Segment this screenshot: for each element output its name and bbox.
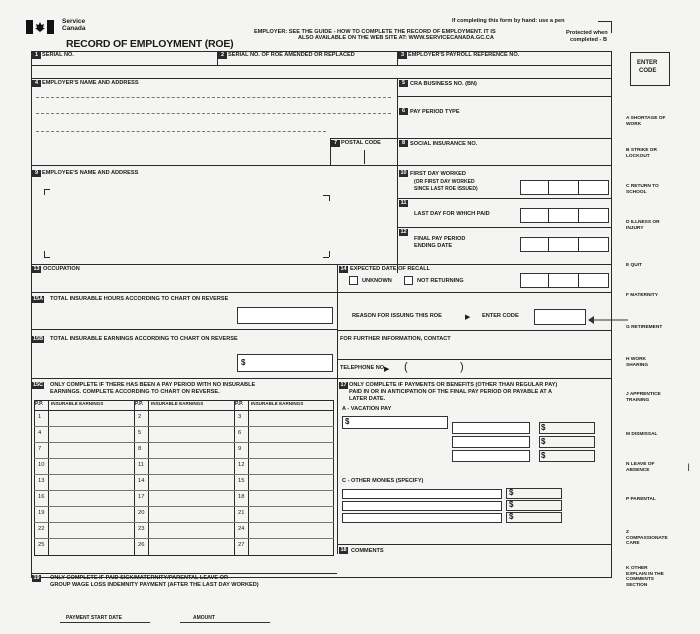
insurable-hours-label: TOTAL INSURABLE HOURS ACCORDING TO CHART ON REVERSE: [50, 296, 229, 302]
reason-code-item: [626, 530, 668, 547]
telephone-label: TELEPHONE NO.: [340, 365, 386, 371]
pp-col-header: P.P.: [35, 401, 44, 407]
pp-number: 18: [238, 494, 245, 500]
pp-col-header: P.P.: [135, 401, 144, 407]
pp-earnings-input[interactable]: [149, 475, 233, 489]
reason-code-text: QUIT: [630, 263, 643, 268]
pp-earnings-input[interactable]: [49, 539, 133, 553]
insurable-hours-input[interactable]: [237, 307, 333, 324]
other-monies-label: C - OTHER MONIES (SPECIFY): [342, 478, 424, 484]
handwrite-note: If completing this form by hand: use a pen: [452, 18, 565, 24]
postal-code-field[interactable]: [333, 149, 395, 164]
reason-code-text: ILLNESS OR INJURY: [626, 220, 660, 231]
arrow-right-icon: ▶: [465, 314, 471, 321]
insurable-earnings-col-header: INSURABLE EARNINGS: [51, 401, 104, 406]
reason-code-text: APPRENTICE TRAINING: [626, 392, 661, 403]
reason-code-text: STRIKE OR LOCKOUT: [626, 148, 657, 159]
reason-code-letter: A: [626, 116, 631, 121]
reason-code-text: MATERNITY: [630, 293, 658, 298]
reason-code-text: PARENTAL: [630, 497, 656, 502]
pp-earnings-input[interactable]: [249, 459, 333, 473]
contact-label: FOR FURTHER INFORMATION, CONTACT: [340, 336, 451, 342]
telephone-field[interactable]: [410, 362, 600, 374]
pay-period-label: PAY PERIOD TYPE: [410, 109, 460, 115]
department-name: Service: [62, 18, 86, 25]
contact-field[interactable]: [340, 344, 608, 358]
reason-code-text: DISMISSAL: [631, 432, 658, 437]
pp-number: 8: [138, 446, 142, 452]
pp-number: 12: [238, 462, 245, 468]
pp-earnings-input[interactable]: [49, 523, 133, 537]
comments-field[interactable]: [340, 557, 608, 575]
pp-number: 27: [238, 542, 245, 548]
payment-start-label: PAYMENT START DATE: [66, 615, 122, 621]
pp-earnings-input[interactable]: [149, 411, 233, 425]
reason-code-item: [626, 357, 668, 368]
pp-number: 22: [38, 526, 45, 532]
reason-code-item: [626, 116, 668, 127]
first-day-label: FIRST DAY WORKED: [410, 171, 466, 177]
no-earnings-note-2: EARNINGS. COMPLETE ACCORDING TO CHART ON REVERSE.: [50, 389, 220, 395]
reason-code-item: [626, 220, 668, 231]
other-payments-note-1: ONLY COMPLETE IF PAYMENTS OR BENEFITS (OTHER THAN REGULAR PAY): [349, 382, 558, 388]
last-day-paid-input[interactable]: [520, 208, 609, 223]
pp-earnings-input[interactable]: [249, 539, 333, 553]
reason-code-item: [626, 263, 668, 269]
pp-number: 20: [138, 510, 145, 516]
recall-date-input[interactable]: [520, 273, 609, 288]
pp-number: 9: [238, 446, 242, 452]
pp-number: 4: [38, 430, 42, 436]
other-monies-amt-3[interactable]: [506, 512, 562, 523]
pp-earnings-input[interactable]: [49, 491, 133, 505]
reason-code-letter: H: [626, 357, 631, 362]
reason-code-text: OTHER EXPLAIN IN THE COMMENTS SECTION: [626, 566, 664, 588]
pp-number: 16: [38, 494, 45, 500]
reason-code-item: [626, 184, 668, 195]
unknown-label: UNKNOWN: [362, 278, 392, 284]
occupation-label: OCCUPATION: [43, 266, 80, 272]
sick-amount-input[interactable]: [180, 622, 270, 633]
employee-address-field[interactable]: [44, 188, 334, 258]
employer-address-field[interactable]: [34, 88, 394, 138]
roe-form-page: Service Canada RECORD OF EMPLOYMENT (ROE) If completing this form by hand: use a pen EMPLOYER: SEE THE GUIDE - HOW TO COMPLETE THE RECORD OF EMPLOYMENT. IT IS ALSO AVAILABLE ON THE WEB SITE AT: WWW.SERVICECANADA.GC.CA Protected when completed - B 1 SERIAL NO. 2 SERIAL NO. OF ROE AMENDED OR REPLACED 3 EMPLOYER'S PAYROLL REFERENCE NO. 4 EMPLOYER'S NAME AND ADDRESS 5 CRA BUSINESS NO. (BN) 6 PAY PERIOD TYPE 7 POSTAL CODE 8 SOCIAL INSURANCE NO. 9 EMPLOYEE'S NAME AND ADDRESS 10 FIRST DAY WORKED (OR FIRST DAY WORKED SINCE LAST ROE ISSUED) 11 LAST DAY FOR WHICH PAID 12 FINAL PAY PERIOD ENDING DATE 13 OCCUPATION 14 EXPECTED DATE OF RECALL UNKNOWN NOT RETURNING 15A TOTAL INSURABLE HOURS ACCORDING TO CHART ON REVERSE 15B TOTAL INSURABLE EARNINGS ACCORDING TO CHART ON REVERSE $ REASON FOR ISSUING THIS ROE ▶ ENTER CODE FOR FURTHER INFORMATION, CONTACT TELEPHONE NO. ▶ ( ) 15C ONLY COMPLETE IF THERE HAS BEEN A PAY PERIOD WITH NO INSURABLE EARNINGS. COMPLETE ACCORDING TO CHART ON REVERSE. P.P. INSURABLE EARNINGS P.P. INSURABLE EARNINGS P.P. INSURABLE EARNINGS 1 2 3 4 5 6 7 8 9 10 11 12 13 14 15 16 17 18 19 20 21 22 23 24 25 26 27 17 ONLY COMPLETE IF PAYMENTS OR BENEFITS (OTHER THAN REGULAR PAY) PAID IN OR IN ANTICIPATION OF THE FINAL PAY PERIOD OR PAYABLE AT A LATER DATE. A - VACATION PAY $ $ $ $ C - OTHER MONIES (SPECIFY) $ $ $ 18 COMMENTS 19 ONLY COMPLETE IF PAID SICK/MATERNITY/PARENTAL LEAVE OR GROUP WAGE LOSS INDEMNITY PAYMENT (AFTER THE LAST DAY WORKED) PAYMENT START DATE AMOUNT ENTER CODE A SHORTAGE OF WORK B STRIKE OR LOCKOUT C RETURN TO SCHOOL D ILLNESS OR INJURY E QUIT F MATERNITY G RETIREMENT H WORK SHARING J APPRENTICE TRAINING M DISMISSAL N LEAVE OF ABSENCE P PARENTAL Z COMPASSIONATE CARE K OTHER EXPLAIN IN THE COMMENTS SECTION I: [0, 0, 700, 634]
pp-earnings-input[interactable]: [149, 443, 233, 457]
reason-code-letter: P: [626, 497, 631, 502]
not-returning-label: NOT RETURNING: [417, 278, 464, 284]
final-pay-label: FINAL PAY PERIOD: [414, 236, 466, 242]
serial-amended-label: SERIAL NO. OF ROE AMENDED OR REPLACED: [228, 52, 355, 58]
pp-earnings-input[interactable]: [49, 507, 133, 521]
sick-leave-note-1: ONLY COMPLETE IF PAID SICK/MATERNITY/PARENTAL LEAVE OR: [50, 575, 229, 581]
pp-earnings-input[interactable]: [49, 443, 133, 457]
reason-code-letter: M: [626, 432, 632, 437]
reason-code-letter: Z: [626, 530, 629, 535]
reason-code-letter: K: [626, 566, 631, 571]
reason-code-letter: B: [626, 148, 631, 153]
pp-number: 13: [38, 478, 45, 484]
canada-flag-icon: [26, 20, 54, 34]
pp-number: 14: [138, 478, 145, 484]
pay-period-field[interactable]: [400, 116, 608, 136]
insurable-earnings-label: TOTAL INSURABLE EARNINGS ACCORDING TO CHART ON REVERSE: [50, 336, 238, 342]
pp-number: 3: [238, 414, 242, 420]
pp-number: 6: [238, 430, 242, 436]
pp-number: 5: [138, 430, 142, 436]
enter-code-title: ENTER: [637, 60, 658, 66]
pp-number: 1: [38, 414, 42, 420]
protected-note-1: Protected when: [566, 30, 608, 36]
pp-earnings-input[interactable]: [49, 459, 133, 473]
reason-code-item: [626, 566, 668, 588]
reason-code-letter: J: [626, 392, 630, 397]
not-returning-checkbox[interactable]: [404, 276, 413, 285]
pp-number: 11: [138, 462, 145, 468]
payment-start-input[interactable]: [60, 622, 150, 633]
reason-code-text: COMPASSIONATE CARE: [626, 535, 668, 547]
pp-earnings-input[interactable]: [49, 411, 133, 425]
pp-earnings-input[interactable]: [149, 523, 233, 537]
pp-earnings-input[interactable]: [249, 491, 333, 505]
other-monies-desc-2[interactable]: [342, 501, 502, 511]
pp-number: 21: [238, 510, 245, 516]
vacation-pay-label: A - VACATION PAY: [342, 406, 392, 412]
pp-earnings-input[interactable]: [249, 427, 333, 441]
pp-number: 10: [38, 462, 45, 468]
earnings-dollar-sign: $: [241, 358, 246, 367]
first-day-sub2: SINCE LAST ROE ISSUED): [414, 186, 478, 192]
payment-amount-3[interactable]: [539, 450, 595, 462]
pp-earnings-input[interactable]: [249, 443, 333, 457]
recall-label: EXPECTED DATE OF RECALL: [350, 266, 431, 272]
other-monies-amt-2[interactable]: [506, 500, 562, 511]
pp-earnings-input[interactable]: [249, 523, 333, 537]
reason-code-letter: F: [626, 293, 631, 298]
pp-number: 24: [238, 526, 245, 532]
final-pay-input[interactable]: [520, 237, 609, 252]
reason-code-text: WORK SHARING: [626, 357, 649, 368]
cra-bn-field[interactable]: [400, 88, 608, 96]
serial-no-field[interactable]: [36, 60, 214, 64]
pp-table: [34, 400, 334, 571]
employer-name-label: EMPLOYER'S NAME AND ADDRESS: [42, 80, 139, 86]
reason-code-letter: E: [626, 263, 631, 268]
pp-number: 25: [38, 542, 45, 548]
other-payments-note-2: PAID IN OR IN ANTICIPATION OF THE FINAL PAY PERIOD OR PAYABLE AT A: [349, 389, 553, 395]
serial-no-label: SERIAL NO.: [42, 52, 74, 58]
reason-code-text: LEAVE OF ABSENCE: [626, 462, 655, 473]
reason-code-item: [626, 432, 668, 438]
pp-number: 17: [138, 494, 145, 500]
other-monies-desc-1[interactable]: [342, 489, 502, 499]
payroll-ref-label: EMPLOYER'S PAYROLL REFERENCE NO.: [408, 52, 520, 58]
reason-label: REASON FOR ISSUING THIS ROE: [352, 313, 442, 319]
sin-field[interactable]: [400, 150, 608, 164]
pp-earnings-input[interactable]: [49, 427, 133, 441]
employer-note-1: EMPLOYER: SEE THE GUIDE - HOW TO COMPLETE THE RECORD OF EMPLOYMENT. IT IS: [254, 29, 496, 35]
last-day-paid-label: LAST DAY FOR WHICH PAID: [414, 211, 490, 217]
pp-earnings-input[interactable]: [149, 459, 233, 473]
insurable-earnings-col-header: INSURABLE EARNINGS: [251, 401, 304, 406]
insurable-earnings-input[interactable]: [237, 354, 333, 372]
pp-earnings-input[interactable]: [49, 475, 133, 489]
pp-earnings-input[interactable]: [249, 507, 333, 521]
protected-note-2: completed - B: [570, 37, 607, 43]
reason-code-item: [626, 462, 668, 473]
reason-code-letter: G: [626, 325, 632, 330]
pp-number: 2: [138, 414, 142, 420]
text-cursor-icon: I: [687, 462, 691, 474]
sin-label: SOCIAL INSURANCE NO.: [410, 141, 478, 147]
reason-code-item: [626, 497, 668, 503]
pp-number: 7: [38, 446, 42, 452]
cra-bn-label: CRA BUSINESS NO. (BN): [410, 81, 477, 87]
reason-code-item: [626, 293, 668, 299]
reason-code-input[interactable]: [534, 309, 586, 325]
other-monies-desc-3[interactable]: [342, 513, 502, 523]
final-pay-label-2: ENDING DATE: [414, 243, 453, 249]
sick-leave-note-2: GROUP WAGE LOSS INDEMNITY PAYMENT (AFTER THE LAST DAY WORKED): [50, 582, 259, 588]
reason-code-text: SHORTAGE OF WORK: [626, 116, 666, 127]
payment-date-1[interactable]: [452, 422, 530, 434]
no-earnings-note-1: ONLY COMPLETE IF THERE HAS BEEN A PAY PERIOD WITH NO INSURABLE: [50, 382, 256, 388]
telephone-arrow-icon: ▶: [384, 366, 390, 373]
postal-code-label: POSTAL CODE: [341, 140, 381, 146]
reason-code-text: RETURN TO SCHOOL: [626, 184, 659, 195]
reason-code-item: [626, 392, 668, 403]
reason-code-letter: C: [626, 184, 631, 189]
first-day-sub1: (OR FIRST DAY WORKED: [414, 179, 475, 185]
payment-date-3[interactable]: [452, 450, 530, 462]
reason-code-text: RETIREMENT: [631, 325, 663, 330]
pp-number: 23: [138, 526, 145, 532]
pp-earnings-input[interactable]: [249, 475, 333, 489]
arrow-left-icon: [588, 312, 628, 330]
pp-number: 15: [238, 478, 245, 484]
vacation-pay-input[interactable]: [342, 416, 448, 429]
form-title: RECORD OF EMPLOYMENT (ROE): [66, 38, 234, 50]
pp-earnings-input[interactable]: [149, 491, 233, 505]
pp-col-header: P.P.: [235, 401, 244, 407]
enter-code-label: ENTER CODE: [482, 313, 519, 319]
occupation-field[interactable]: [34, 274, 334, 288]
pp-number: 19: [38, 510, 45, 516]
pp-earnings-input[interactable]: [149, 427, 233, 441]
reason-code-letter: N: [626, 462, 631, 467]
enter-code-title-2: CODE: [639, 68, 657, 74]
payment-amount-2[interactable]: [539, 436, 595, 448]
first-day-input[interactable]: [520, 180, 609, 195]
pp-earnings-input[interactable]: [249, 411, 333, 425]
other-payments-note-3: LATER DATE.: [349, 396, 386, 402]
department-name-2: Canada: [62, 25, 86, 32]
reason-code-item: [626, 148, 668, 159]
pp-earnings-input[interactable]: [149, 507, 233, 521]
pp-number: 26: [138, 542, 145, 548]
reason-code-letter: D: [626, 220, 631, 225]
insurable-earnings-col-header: INSURABLE EARNINGS: [151, 401, 204, 406]
payroll-ref-field[interactable]: [400, 60, 610, 64]
other-monies-amt-1[interactable]: [506, 488, 562, 499]
payment-date-2[interactable]: [452, 436, 530, 448]
pp-earnings-input[interactable]: [149, 539, 233, 553]
payment-amount-1[interactable]: [539, 422, 595, 434]
employer-note-2: ALSO AVAILABLE ON THE WEB SITE AT: WWW.SERVICECANADA.GC.CA: [298, 35, 494, 41]
unknown-checkbox[interactable]: [349, 276, 358, 285]
comments-label: COMMENTS: [351, 548, 384, 554]
employee-name-label: EMPLOYEE'S NAME AND ADDRESS: [42, 170, 139, 176]
reason-code-item: [626, 325, 668, 331]
amount-label: AMOUNT: [193, 615, 215, 621]
